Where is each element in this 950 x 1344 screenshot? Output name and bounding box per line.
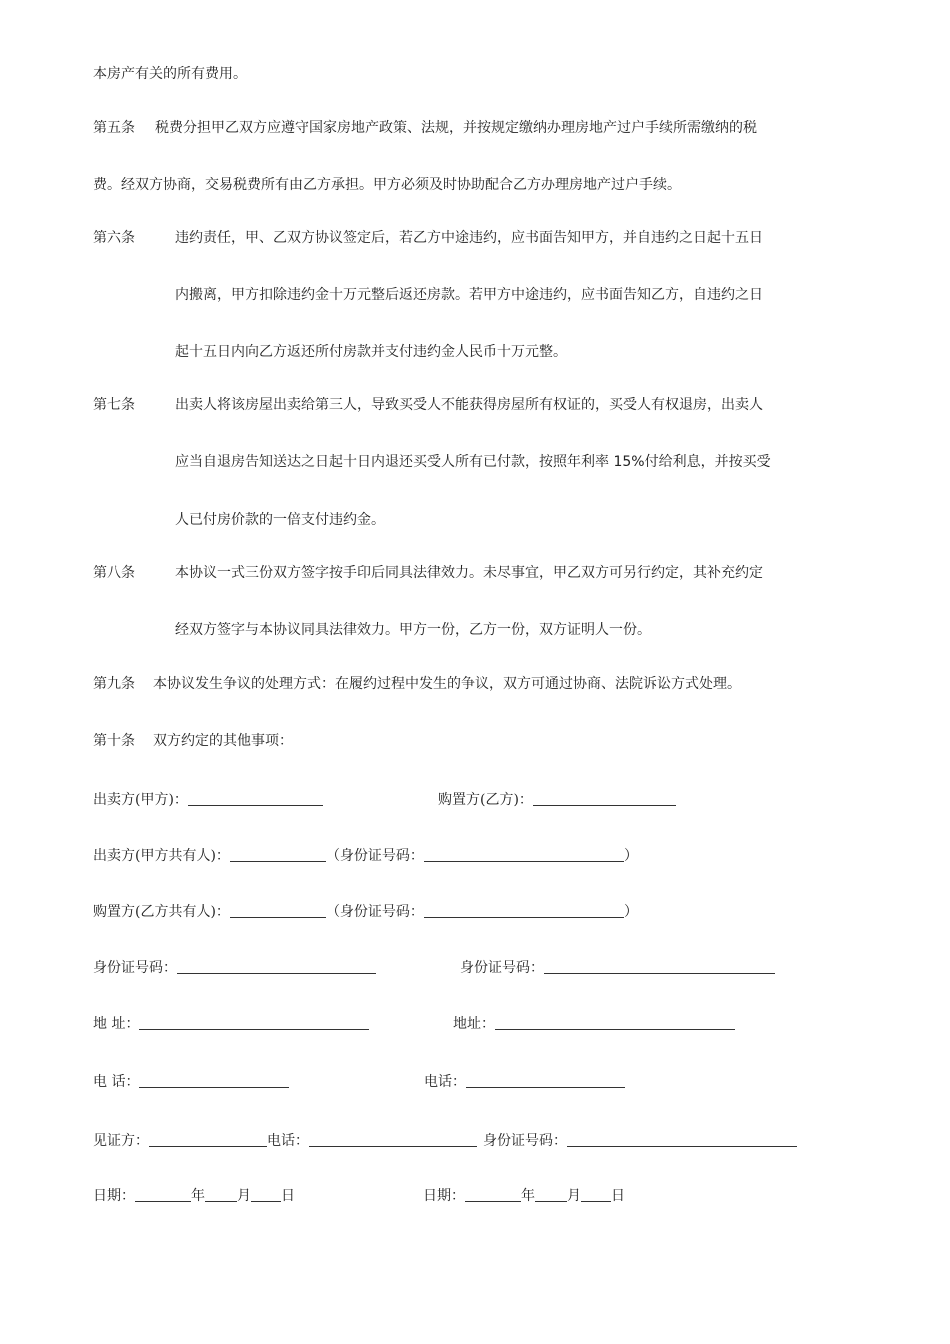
- witness-id-label: 身份证号码：: [483, 1133, 567, 1149]
- article-6-line2: 内搬离，甲方扣除违约金十万元整后返还房款。若甲方中途违约，应书面告知乙方，自违约之日: [175, 287, 763, 303]
- witness-phone-label: 电话：: [267, 1133, 309, 1149]
- buyer-date-month-field[interactable]: [535, 1187, 567, 1202]
- seller-date-year-field[interactable]: [135, 1187, 191, 1202]
- article-5-line2: 费。经双方协商，交易税费所有由乙方承担。甲方必须及时协助配合乙方办理房地产过户手续。: [93, 177, 681, 193]
- article-7-line2a: 应当自退房告知送达之日起十日内退还买受人所有已付款，按照年利率: [175, 454, 614, 470]
- seller-date-day-field[interactable]: [251, 1187, 281, 1202]
- seller-date-month-field[interactable]: [205, 1187, 237, 1202]
- seller-co-row: [93, 846, 638, 866]
- article-5: [93, 118, 757, 138]
- seller-phone-label: 电 话：: [93, 1074, 140, 1090]
- article-6-line1: 违约责任，甲、乙双方协议签定后，若乙方中途违约，应书面告知甲方，并自违约之日起十五日: [175, 230, 763, 246]
- buyer-address-field[interactable]: [495, 1015, 735, 1030]
- article-8-line1: 本协议一式三份双方签字按手印后同具法律效力。未尽事宜，甲乙双方可另行约定，其补充约定: [175, 565, 763, 581]
- seller-co-id-field[interactable]: [424, 847, 624, 862]
- seller-label: 出卖方(甲方)：: [93, 792, 188, 808]
- buyer-id-row: [460, 958, 775, 978]
- buyer-co-id-open: （身份证号码：: [325, 904, 424, 920]
- article-6-line3: 起十五日内向乙方返还所付房款并支付违约金人民币十万元整。: [175, 344, 567, 360]
- seller-month-label: 月: [237, 1188, 251, 1204]
- article-8-label: 第八条: [93, 565, 135, 581]
- seller-co-id-close: ）: [623, 848, 638, 864]
- buyer-date-label: 日期：: [423, 1188, 465, 1204]
- buyer-phone-label: 电话：: [424, 1074, 466, 1090]
- buyer-co-row: [93, 902, 638, 922]
- seller-address-row: [93, 1014, 369, 1034]
- seller-co-signature-field[interactable]: [230, 847, 326, 862]
- article-5-label: 第五条: [93, 120, 135, 136]
- seller-id-field[interactable]: [177, 959, 376, 974]
- buyer-phone-field[interactable]: [466, 1073, 625, 1088]
- seller-id-row: [93, 958, 376, 978]
- seller-co-id-open: （身份证号码：: [325, 848, 424, 864]
- article-10-label: 第十条: [93, 733, 135, 749]
- seller-year-label: 年: [191, 1188, 205, 1204]
- seller-phone-field[interactable]: [139, 1073, 289, 1088]
- seller-address-field[interactable]: [139, 1015, 369, 1030]
- article-9-text: 本协议发生争议的处理方式：在履约过程中发生的争议，双方可通过协商、法院诉讼方式处理。: [153, 676, 741, 692]
- article-9-label: 第九条: [93, 676, 135, 692]
- seller-day-label: 日: [281, 1188, 295, 1204]
- buyer-date-year-field[interactable]: [465, 1187, 521, 1202]
- article-7-line3: 人已付房价款的一倍支付违约金。: [175, 512, 385, 528]
- buyer-signature-field[interactable]: [533, 791, 676, 806]
- buyer-phone-row: [424, 1072, 625, 1092]
- seller-row: [93, 790, 323, 810]
- seller-signature-field[interactable]: [188, 791, 323, 806]
- buyer-id-label: 身份证号码：: [460, 960, 544, 976]
- witness-phone-field[interactable]: [309, 1132, 477, 1147]
- seller-date-label: 日期：: [93, 1188, 135, 1204]
- article-6-label: 第六条: [93, 230, 135, 246]
- buyer-year-label: 年: [521, 1188, 535, 1204]
- buyer-co-signature-field[interactable]: [230, 903, 326, 918]
- buyer-date-day-field[interactable]: [581, 1187, 611, 1202]
- buyer-co-id-field[interactable]: [424, 903, 624, 918]
- buyer-address-label: 地址：: [453, 1016, 495, 1032]
- seller-date-row: [93, 1186, 295, 1206]
- article-10: [93, 731, 293, 751]
- seller-id-label: 身份证号码：: [93, 960, 177, 976]
- article-10-text: 双方约定的其他事项：: [153, 733, 293, 749]
- witness-label: 见证方：: [93, 1133, 149, 1149]
- buyer-co-id-close: ）: [623, 904, 638, 920]
- article-7-label: 第七条: [93, 397, 135, 413]
- buyer-month-label: 月: [567, 1188, 581, 1204]
- buyer-label: 购置方(乙方)：: [438, 792, 533, 808]
- buyer-id-field[interactable]: [544, 959, 775, 974]
- article-9: [93, 674, 741, 694]
- buyer-co-label: 购置方(乙方共有人)：: [93, 904, 230, 920]
- buyer-row: [438, 790, 676, 810]
- article-7-line1: 出卖人将该房屋出卖给第三人，导致买受人不能获得房屋所有权证的，买受人有权退房，出卖人: [175, 397, 763, 413]
- buyer-day-label: 日: [611, 1188, 625, 1204]
- seller-co-label: 出卖方(甲方共有人)：: [93, 848, 230, 864]
- buyer-address-row: [453, 1014, 735, 1034]
- witness-signature-field[interactable]: [149, 1132, 267, 1147]
- witness-id-field[interactable]: [567, 1132, 797, 1147]
- interest-rate: 15%: [613, 454, 645, 470]
- intro-text: 本房产有关的所有费用。: [93, 66, 247, 82]
- article-5-line1: 税费分担甲乙双方应遵守国家房地产政策、法规，并按规定缴纳办理房地产过户手续所需缴纳的税: [155, 120, 757, 136]
- article-8-line2: 经双方签字与本协议同具法律效力。甲方一份，乙方一份，双方证明人一份。: [175, 622, 651, 638]
- article-7-line2b: 付给利息，并按买受: [644, 454, 771, 470]
- buyer-date-row: [423, 1186, 625, 1206]
- witness-row: [93, 1131, 797, 1151]
- seller-address-label: 地 址：: [93, 1016, 140, 1032]
- article-7-line2: [175, 452, 771, 472]
- seller-phone-row: [93, 1072, 289, 1092]
